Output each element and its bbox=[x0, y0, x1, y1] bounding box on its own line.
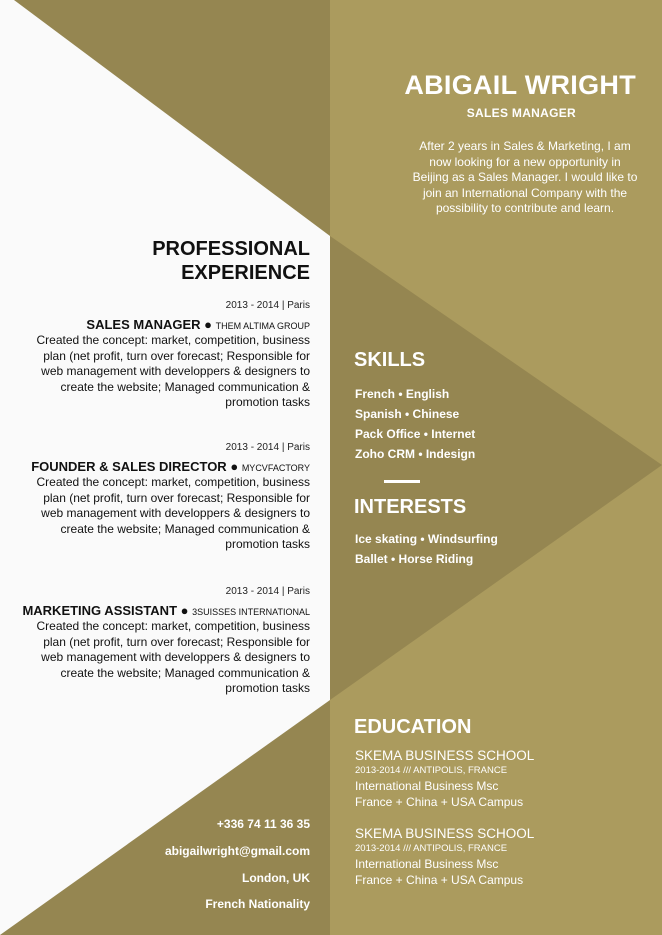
education-degree: International Business Msc bbox=[355, 779, 499, 793]
bullet-separator: ● bbox=[230, 459, 239, 474]
experience-heading bbox=[110, 237, 310, 285]
job-company: MYCVFACTORY bbox=[241, 463, 310, 473]
job-position: SALES MANAGER bbox=[86, 317, 201, 332]
education-school: SKEMA BUSINESS SCHOOL bbox=[355, 748, 535, 763]
job-entry bbox=[20, 300, 310, 411]
job-dates-location: 2013 - 2014 | Paris bbox=[225, 300, 310, 311]
job-heading bbox=[20, 603, 310, 618]
contact-nationality: French Nationality bbox=[205, 897, 310, 911]
experience-heading-line2: EXPERIENCE bbox=[181, 262, 310, 284]
job-heading bbox=[20, 459, 310, 474]
job-entry bbox=[20, 442, 310, 553]
contact-email: abigailwright@gmail.com bbox=[164, 844, 310, 858]
job-dates-location: 2013 - 2014 | Paris bbox=[225, 586, 310, 597]
education-degree: International Business Msc bbox=[355, 857, 499, 871]
profile-summary: After 2 years in Sales & Marketing, I am now looking for a new opportunity in Beijing as a Sales Manager. I would like to join an International Company with the possibility to contribute and learn. bbox=[412, 139, 638, 215]
skill-item: Spanish • Chinese bbox=[355, 407, 460, 421]
job-description: Created the concept: market, competition, business plan (net profit, turn over forecast; Responsible for web management with developpers & designers to create the website; Managed communication & promotion tasks bbox=[36, 475, 310, 551]
skill-item: French • English bbox=[355, 387, 450, 401]
candidate-name: ABIGAIL WRIGHT bbox=[404, 70, 636, 100]
job-company: 3SUISSES INTERNATIONAL bbox=[192, 607, 310, 617]
skills-heading: SKILLS bbox=[354, 349, 426, 371]
section-divider bbox=[384, 480, 420, 483]
job-dates-location: 2013 - 2014 | Paris bbox=[225, 442, 310, 453]
skill-item: Zoho CRM • Indesign bbox=[355, 447, 476, 461]
skill-item: Pack Office • Internet bbox=[355, 427, 476, 441]
job-position: FOUNDER & SALES DIRECTOR bbox=[31, 459, 227, 474]
bullet-separator: ● bbox=[204, 317, 213, 332]
education-entry bbox=[355, 748, 645, 810]
job-description: Created the concept: market, competition, business plan (net profit, turn over forecast; Responsible for web management with developpers & designers to create the website; Managed communication & promotion tasks bbox=[36, 333, 310, 409]
education-entry bbox=[355, 826, 645, 888]
contact-location: London, UK bbox=[242, 871, 310, 885]
job-heading bbox=[20, 317, 310, 332]
contact-phone: +336 74 11 36 35 bbox=[216, 817, 310, 831]
experience-heading-line1: PROFESSIONAL bbox=[152, 238, 310, 260]
education-campus: France + China + USA Campus bbox=[355, 794, 524, 809]
job-position: MARKETING ASSISTANT bbox=[22, 603, 178, 618]
education-campus: France + China + USA Campus bbox=[355, 872, 524, 887]
interests-heading: INTERESTS bbox=[354, 496, 467, 518]
education-heading: EDUCATION bbox=[354, 716, 472, 738]
candidate-role: SALES MANAGER bbox=[466, 106, 576, 120]
job-entry bbox=[20, 586, 310, 697]
education-years-location: 2013-2014 /// ANTIPOLIS, FRANCE bbox=[355, 843, 508, 854]
job-company: THEM ALTIMA GROUP bbox=[215, 321, 310, 331]
job-description: Created the concept: market, competition, business plan (net profit, turn over forecast; Responsible for web management with developpers & designers to create the website; Managed communication & promotion tasks bbox=[36, 619, 310, 695]
interest-item: Ice skating • Windsurfing bbox=[355, 532, 498, 546]
interest-item: Ballet • Horse Riding bbox=[355, 552, 474, 566]
bullet-separator: ● bbox=[180, 603, 189, 618]
education-years-location: 2013-2014 /// ANTIPOLIS, FRANCE bbox=[355, 765, 508, 776]
education-school: SKEMA BUSINESS SCHOOL bbox=[355, 826, 535, 841]
